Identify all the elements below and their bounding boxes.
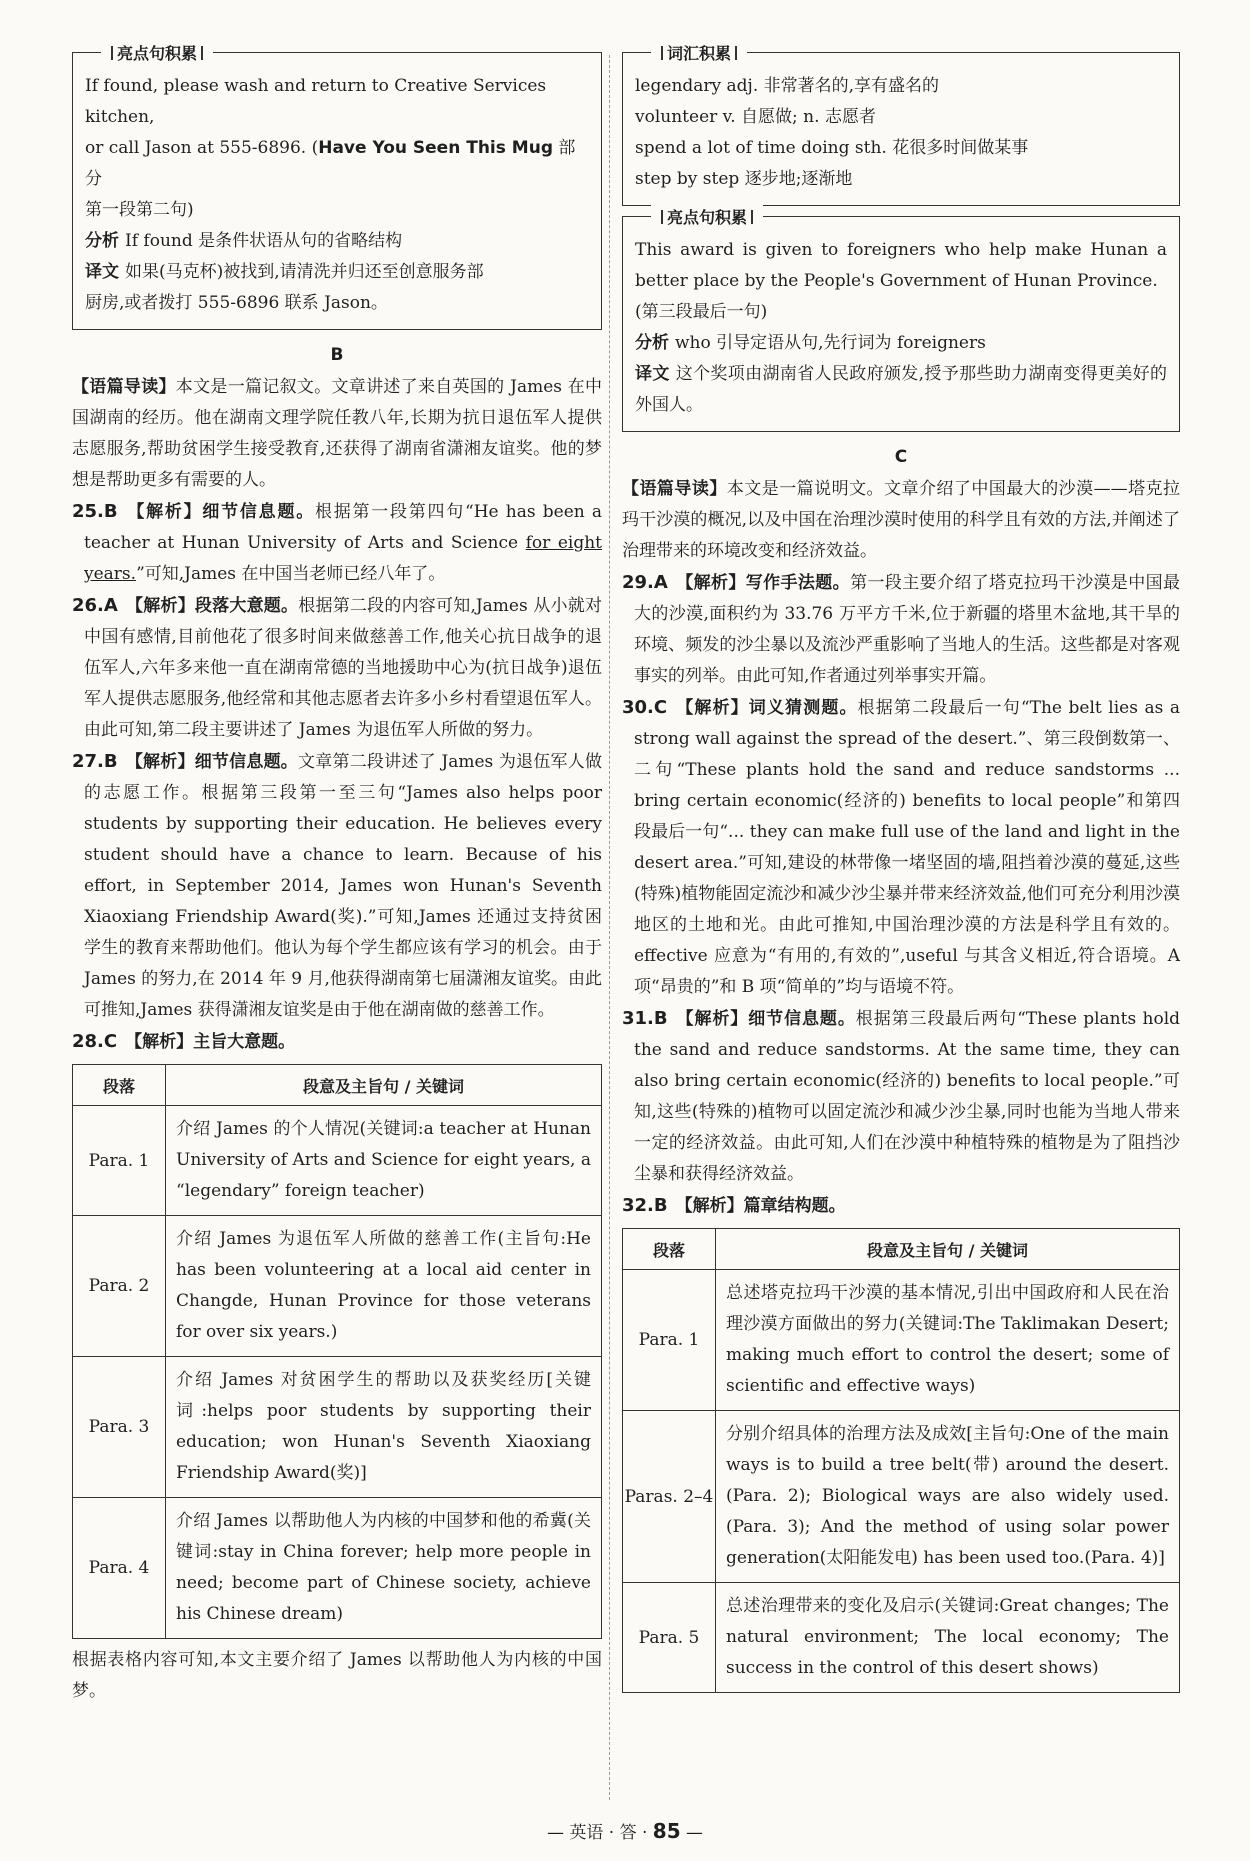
column-divider [609, 55, 610, 1800]
vocabulary-box [622, 44, 1180, 206]
table-cell-desc: 总述治理带来的变化及启示(关键词:Great changes; The natural environment; The local economy; The success in the control of this desert shows) [716, 1583, 1180, 1693]
table-header-para: 段落 [623, 1229, 716, 1270]
structure-table-c [622, 1228, 1180, 1693]
analysis-line: 分析 If found 是条件状语从句的省略结构 [85, 231, 403, 251]
table-cell-desc: 分别介绍具体的治理方法及成效[主旨句:One of the main ways is to build a tree belt(带) around the desert.(Para. 2); Biological ways are also widely used.(Para. 3); And the method of using solar power generation(太阳能发电) has been used too.(Para. 4)] [716, 1411, 1180, 1583]
table-cell-para: Para. 3 [73, 1357, 166, 1498]
vocab-item: volunteer v. 自愿做; n. 志愿者 [635, 107, 876, 127]
sentence-source: 第一段第二句) [85, 200, 194, 220]
table-header-row [73, 1065, 602, 1106]
box-title: 词汇积累 [651, 41, 747, 64]
passage-guide: 【语篇导读】本文是一篇说明文。文章介绍了中国最大的沙漠——塔克拉玛干沙漠的概况,以及中国在治理沙漠时使用的科学且有效的方法,并阐述了治理带来的环境改变和经济效益。 [622, 479, 1181, 561]
answer-32: 32.B 【解析】篇章结构题。 [622, 1195, 846, 1216]
table-row [73, 1216, 602, 1357]
table-cell-para: Para. 5 [623, 1583, 716, 1693]
table-header-para: 段落 [73, 1065, 166, 1106]
passage-guide: 【语篇导读】本文是一篇记叙文。文章讲述了来自英国的 James 在中国湖南的经历。他在湖南文理学院任教八年,长期为抗日退伍军人提供志愿服务,帮助贫困学生接受教育,还获得了湖南省潇湘友谊奖。他的梦想是帮助更多有需要的人。 [72, 377, 603, 490]
table-cell-para: Para. 2 [73, 1216, 166, 1357]
answer-28: 28.C 【解析】主旨大意题。 [72, 1031, 296, 1052]
sentence-line: If found, please wash and return to Creative Services kitchen, [85, 76, 547, 127]
table-cell-para: Para. 1 [623, 1270, 716, 1411]
table-cell-desc: 总述塔克拉玛干沙漠的基本情况,引出中国政府和人民在治理沙漠方面做出的努力(关键词:The Taklimakan Desert; making much effort to control the desert; some of scientific and effective ways) [716, 1270, 1180, 1411]
table-row [623, 1270, 1180, 1411]
section-heading-b: B [330, 345, 344, 365]
table-header-row [623, 1229, 1180, 1270]
table-cell-para: Para. 1 [73, 1106, 166, 1216]
table-row [73, 1357, 602, 1498]
footer-dash: — [686, 1823, 704, 1843]
sentence-line: This award is given to foreigners who help make Hunan a better place by the People's Government of Hunan Province. [635, 240, 1167, 291]
table-row [73, 1106, 602, 1216]
table-cell-desc: 介绍 James 为退伍军人所做的慈善工作(主旨句:He has been volunteering at a local aid center in Changde, Hunan Province for those veterans for over six years.) [166, 1216, 602, 1357]
page-footer [0, 1818, 1250, 1843]
section-heading-c: C [894, 447, 908, 467]
vocab-item: spend a lot of time doing sth. 花很多时间做某事 [635, 138, 1029, 158]
table-cell-desc: 介绍 James 以帮助他人为内核的中国梦和他的希冀(关键词:stay in China forever; help more people in need; become part of Chinese society, achieve his Chinese dream) [166, 1498, 602, 1639]
answer-30: 30.C 【解析】词义猜测题。根据第二段最后一句“The belt lies as a strong wall against the spread of the desert.”、第三段倒数第一、二句“These plants hold the sand and reduce sandstorms ... bring certain economic(经济的) benefits to local people”和第四段最后一句“... they can make full use of the land and light in the desert area.”可知,建设的林带像一堵坚固的墙,阻挡着沙漠的蔓延,这些(特殊)植物能固定流沙和减少沙尘暴并带来经济效益,他们可充分利用沙漠地区的土地和光。由此可推知,中国治理沙漠的方法是科学且有效的。effective 应意为“有用的,有效的”,useful 与其含义相近,符合语境。A 项“昂贵的”和 B 项“简单的”均与语境不符。 [622, 697, 1180, 997]
analysis-line: 分析 who 引导定语从句,先行词为 foreigners [635, 333, 986, 353]
translation-line: 译文 这个奖项由湖南省人民政府颁发,授予那些助力湖南变得更美好的外国人。 [635, 364, 1168, 415]
box-title: 亮点句积累 [101, 41, 213, 64]
sentence-source: (第三段最后一句) [635, 302, 768, 322]
table-header-desc: 段意及主旨句 / 关键词 [166, 1065, 602, 1106]
answer-27: 27.B 【解析】细节信息题。文章第二段讲述了 James 为退伍军人做的志愿工作。根据第三段第一至三句“James also helps poor students by supporting their education. He believes every student should have a chance to learn. Because of his effort, in September 2014, James won Hunan's Seventh Xiaoxiang Friendship Award(奖).”可知,James 还通过支持贫困学生的教育来帮助他们。他认为每个学生都应该有学习的机会。由于 James 的努力,在 2014 年 9 月,他获得湖南第七届潇湘友谊奖。由此可推知,James 获得潇湘友谊奖是由于他在湖南做的慈善工作。 [72, 751, 602, 1020]
page-number: 85 [652, 1819, 681, 1843]
answer-25: 25.B 【解析】细节信息题。根据第一段第四句“He has been a teacher at Hunan University of Arts and Science for eight years.”可知,James 在中国当老师已经八年了。 [72, 501, 603, 584]
sentence-line: or call Jason at 555-6896. (Have You Seen This Mug 部分 [85, 138, 576, 189]
table-row [623, 1583, 1180, 1693]
table-cell-desc: 介绍 James 的个人情况(关键词:a teacher at Hunan University of Arts and Science for eight years, a “legendary” foreign teacher) [166, 1106, 602, 1216]
translation-line: 译文 如果(马克杯)被找到,请清洗并归还至创意服务部 [85, 262, 484, 282]
table-row [73, 1498, 602, 1639]
table-cell-para: Paras. 2–4 [623, 1411, 716, 1583]
right-column [622, 44, 1181, 1699]
answer-31: 31.B 【解析】细节信息题。根据第三段最后两句“These plants hold the sand and reduce sandstorms. At the same time, they can also bring certain economic(经济的) benefits to local people.”可知,这些(特殊的)植物可以固定流沙和减少沙尘暴,同时也能为当地人带来一定的经济效益。由此可知,人们在沙漠中种植特殊的植物是为了阻挡沙尘暴和获得经济效益。 [622, 1008, 1181, 1184]
footer-subject: — 英语 · 答 · [546, 1823, 648, 1843]
table-conclusion: 根据表格内容可知,本文主要介绍了 James 以帮助他人为内核的中国梦。 [72, 1650, 602, 1701]
vocab-item: legendary adj. 非常著名的,享有盛名的 [635, 76, 940, 96]
answer-26: 26.A 【解析】段落大意题。根据第二段的内容可知,James 从小就对中国有感情,目前他花了很多时间来做慈善工作,他关心抗日战争的退伍军人,六年多来他一直在湖南常德的当地援助中心为(抗日战争)退伍军人提供志愿服务,他经常和其他志愿者去许多小乡村看望退伍军人。由此可知,第二段主要讲述了 James 为退伍军人所做的努力。 [72, 595, 602, 740]
translation-line: 厨房,或者拨打 555-6896 联系 Jason。 [85, 293, 388, 313]
answer-29: 29.A 【解析】写作手法题。第一段主要介绍了塔克拉玛干沙漠是中国最大的沙漠,面积约为 33.76 万平方千米,位于新疆的塔里木盆地,其干旱的环境、频发的沙尘暴以及流沙严重影响了当地人的生活。这些都是对客观事实的列举。由此可知,作者通过列举事实开篇。 [622, 572, 1181, 686]
table-row [623, 1411, 1180, 1583]
structure-table-b [72, 1064, 602, 1639]
highlight-sentence-box-1 [72, 44, 602, 330]
table-header-desc: 段意及主旨句 / 关键词 [716, 1229, 1180, 1270]
left-column [72, 44, 603, 1707]
highlight-sentence-box-2 [622, 208, 1180, 432]
table-cell-desc: 介绍 James 对贫困学生的帮助以及获奖经历[关键词:helps poor students by supporting their education; won Hunan's Seventh Xiaoxiang Friendship Award(奖)] [166, 1357, 602, 1498]
table-cell-para: Para. 4 [73, 1498, 166, 1639]
vocab-item: step by step 逐步地;逐渐地 [635, 169, 853, 189]
box-title: 亮点句积累 [651, 205, 763, 228]
